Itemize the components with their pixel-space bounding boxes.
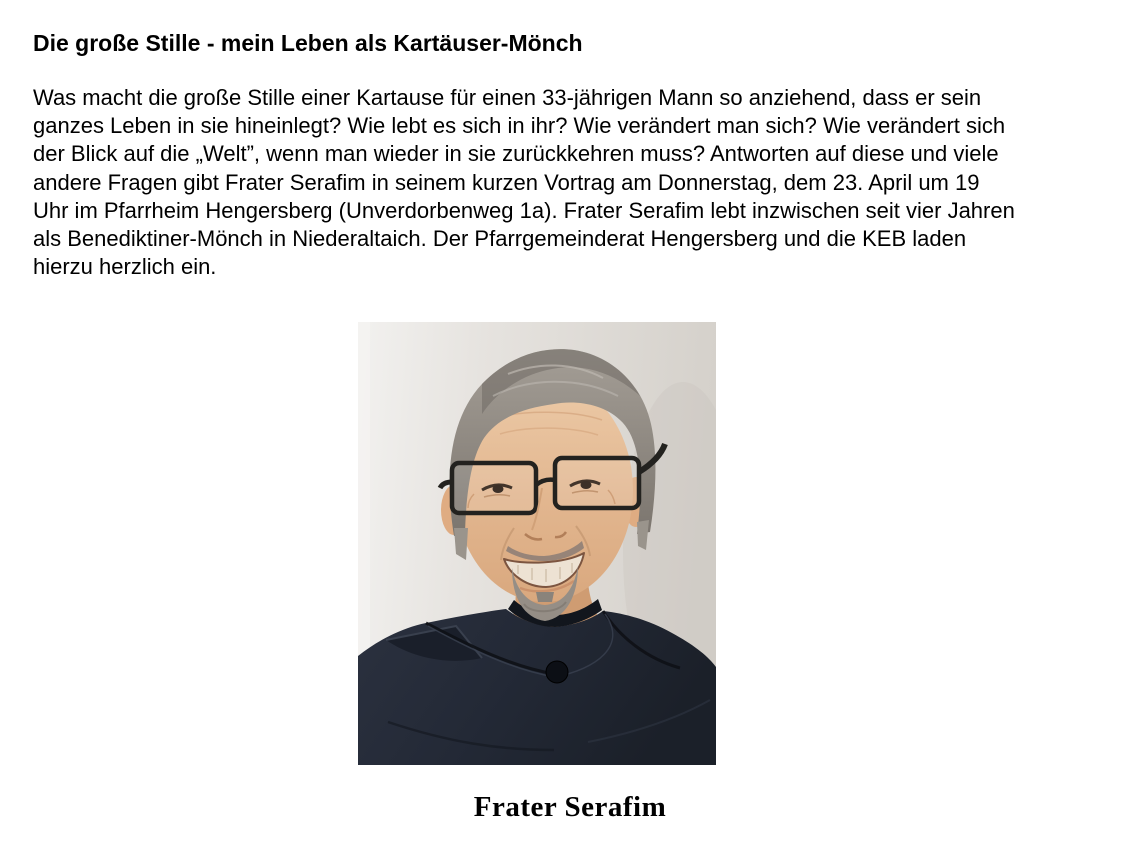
paragraph-line: Was macht die große Stille einer Kartause für einen 33-jährigen Mann so anziehend, dass er sein — [33, 85, 982, 110]
paragraph-line: als Benediktiner-Mönch in Niederaltaich. Der Pfarrgemeinderat Hengersberg und die KEB laden — [33, 226, 967, 252]
portrait-photo — [358, 322, 716, 765]
paragraph-line: andere Fragen gibt Frater Serafim in seinem kurzen Vortrag am Donnerstag, dem 23. April um 19 — [33, 169, 980, 195]
portrait-illustration — [358, 322, 716, 765]
habit-button — [546, 661, 568, 683]
paragraph-line: hierzu herzlich ein. — [33, 254, 217, 280]
paragraph-line: Uhr im Pfarrheim Hengersberg (Unverdorbenweg 1a). Frater Serafim lebt inzwischen seit vier Jahren — [33, 197, 1015, 223]
body-paragraph — [33, 84, 1123, 281]
paragraph-line: ganzes Leben in sie hineinlegt? Wie lebt es sich in ihr? Wie verändert man sich? Wie verändert sich — [33, 113, 1006, 139]
document-title: Die große Stille - mein Leben als Kartäuser-Mönch — [33, 30, 583, 56]
photo-caption: Frater Serafim — [473, 791, 667, 823]
paragraph-line: der Blick auf die „Welt”, wenn man wieder in sie zurückkehren muss? Antworten auf diese und viele — [33, 141, 999, 167]
